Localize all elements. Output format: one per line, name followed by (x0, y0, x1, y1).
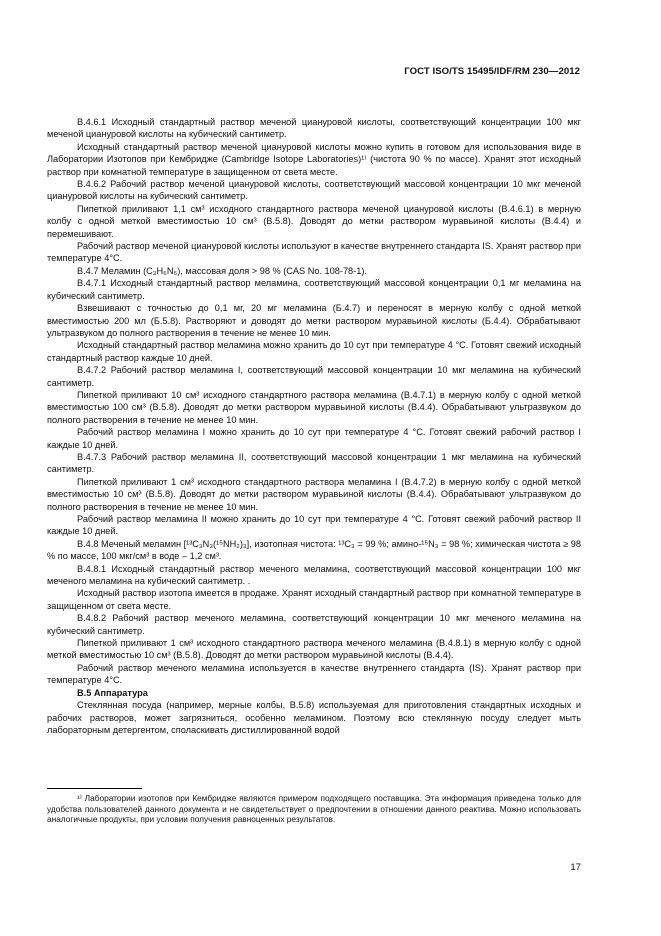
paragraph: Рабочий раствор меламина I можно хранить до 10 сут при температуре 4 °С. Готовят свежий рабочий раствор I каждые 10 дней. (47, 427, 581, 450)
paragraph: B.4.8.1 Исходный стандартный раствор меченого меламина, соответствующий массовой концентрации 100 мкг меченого меламина на кубический сантиметр. . (47, 563, 581, 587)
paragraph: B.4.7.1 Исходный стандартный раствор меламина, соответствующий массовой концентрации 0,1 мг меламина на кубический сантиметр. (47, 278, 581, 301)
paragraph: Рабочий раствор меченой циануровой кислоты используют в качестве внутреннего стандарта IS. Хранят раствор при температуре 4°С. (47, 241, 581, 264)
paragraph: Пипеткой приливают 10 см³ исходного стандартного раствора меламина (B.4.7.1) в мерную колбу с одной меткой вместимостью 100 см³ (B.5.8). Доводят до метки раствором муравьиной кислоты (B.4.4). Обрабатывают ультразвуком до полного растворения в течение не менее 10 мин. (47, 389, 581, 425)
document-body (47, 116, 581, 736)
page-number: 17 (570, 862, 581, 873)
paragraph: Пипеткой приливают 1 см³ исходного стандартного раствора меламина I (B.4.7.2) в мерную колбу с одной меткой вместимостью 10 см³ (B.5.8). Доводят до метки раствором муравьиной кислоты (B.4.4). Обрабатывают ультразвуком до полного растворения в течение не менее 10 мин. (47, 476, 581, 512)
paragraph: B.4.7.3 Рабочий раствор меламина II, соответствующий массовой концентрации 1 мкг меламина на кубический сантиметр. (47, 451, 581, 475)
footnote-text: ¹⁾ Лаборатории изотопов при Кембридже являются примером подходящего поставщика. Эта информация приведена только для удобства пользователей данного документа и не свидетельствует о предпочтении в отношении данного реактива. Можно использовать аналогичные продукты, при условии получения равноценных результатов. (47, 793, 581, 825)
paragraph: Взвешивают с точностью до 0,1 мг, 20 мг меламина (Б.4.7) и переносят в мерную колбу с одной меткой вместимостью 200 мл (Б.5.8). Растворяют и доводят до метки раствором муравьиной кислоты (Б.4.4). Обрабатывают ультразвуком до полного растворения в течение не менее 10 мин. (47, 303, 581, 338)
paragraph: Рабочий раствор меченого меламина используется в качестве внутреннего стандарта (IS). Хранят раствор при температуре 4°С. (47, 662, 581, 686)
paragraph: B.4.6.1 Исходный стандартный раствор меченой циануровой кислоты, соответствующий концентрации 100 мкг меченой циануровой кислоты на кубический сантиметр. (47, 117, 581, 140)
paragraph: Стеклянная посуда (например, мерные колбы, B.5.8) используемая для приготовления стандартных исходных и рабочих растворов, может загрязниться, особенно меламином. Поэтому всю стеклянную посуду следует мыть лабораторным детергентом, споласкивать дистиллированной водой (47, 700, 581, 735)
document-header: ГОСТ ISO/TS 15495/IDF/RM 230—2012 (404, 66, 580, 77)
paragraph: Рабочий раствор меламина II можно хранить до 10 сут при температуре 4 °С. Готовят свежий рабочий раствор II каждые 10 дней. (47, 514, 581, 537)
paragraph: Исходный стандартный раствор меламина можно хранить до 10 сут при температуре 4 °С. Готовят свежий исходный стандартный раствор каждые 10 дней. (47, 340, 581, 363)
paragraph: Пипеткой приливают 1 см³ исходного стандартного раствора меченого меламина (B.4.8.1) в мерную колбу с одной меткой вместимостью 10 см³ (B.5.8). Доводят до метки раствором муравьиной кислоты (B.4.4). (47, 638, 581, 661)
footnote (47, 793, 581, 825)
paragraph: Исходный стандартный раствор меченой циануровой кислоты можно купить в готовом для использования виде в Лаборатории Изотопов при Кембридже (Cambridge Isotope Laboratories)¹⁾ (чистота 90 % по массе). Хранят этот исходный раствор при комнатной температуре в защищенном от света месте. (47, 141, 581, 177)
paragraph: Пипеткой приливают 1,1 см³ исходного стандартного раствора меченой циануровой кислоты (B.4.6.1) в мерную колбу с одной меткой вместимостью 10 см³ (B.5.8). Доводят до метки раствором муравьиной кислоты (B.4.4) и перемешивают. (47, 203, 581, 239)
paragraph: B.4.7 Меламин (C₃H₆N₆), массовая доля > 98 % (CAS No. 108-78-1). (77, 265, 367, 276)
paragraph: B.4.8.2 Рабочий раствор меченого меламина, соответствующий концентрации 10 мкг меченого меламина на кубический сантиметр. (47, 613, 581, 636)
paragraph: B.4.8 Меченый меламин [¹³C₃N₃(¹⁵NH₂)₃], изотопная чистота: ¹³C₃ = 99 %; амино-¹⁵N₃ = 98 %; химическая чистота ≥ 98 % по массе, 100 мкг/см³ в воде – 1,2 см³. (47, 538, 581, 562)
paragraph: Исходный раствор изотопа имеется в продаже. Хранят исходный стандартный раствор при комнатной температуре в защищенном от света месте. (47, 588, 581, 611)
footnote-divider (47, 788, 142, 789)
paragraph: B.4.6.2 Рабочий раствор меченой циануровой кислоты, соответствующий массовой концентрации 10 мкг меченой циануровой кислоты на кубический сантиметр. (47, 179, 581, 202)
paragraph: B.4.7.2 Рабочий раствор меламина I, соответствующий массовой концентрации 10 мкг меламина на кубический сантиметр. (47, 365, 581, 388)
section-heading: B.5 Аппаратура (77, 687, 148, 698)
